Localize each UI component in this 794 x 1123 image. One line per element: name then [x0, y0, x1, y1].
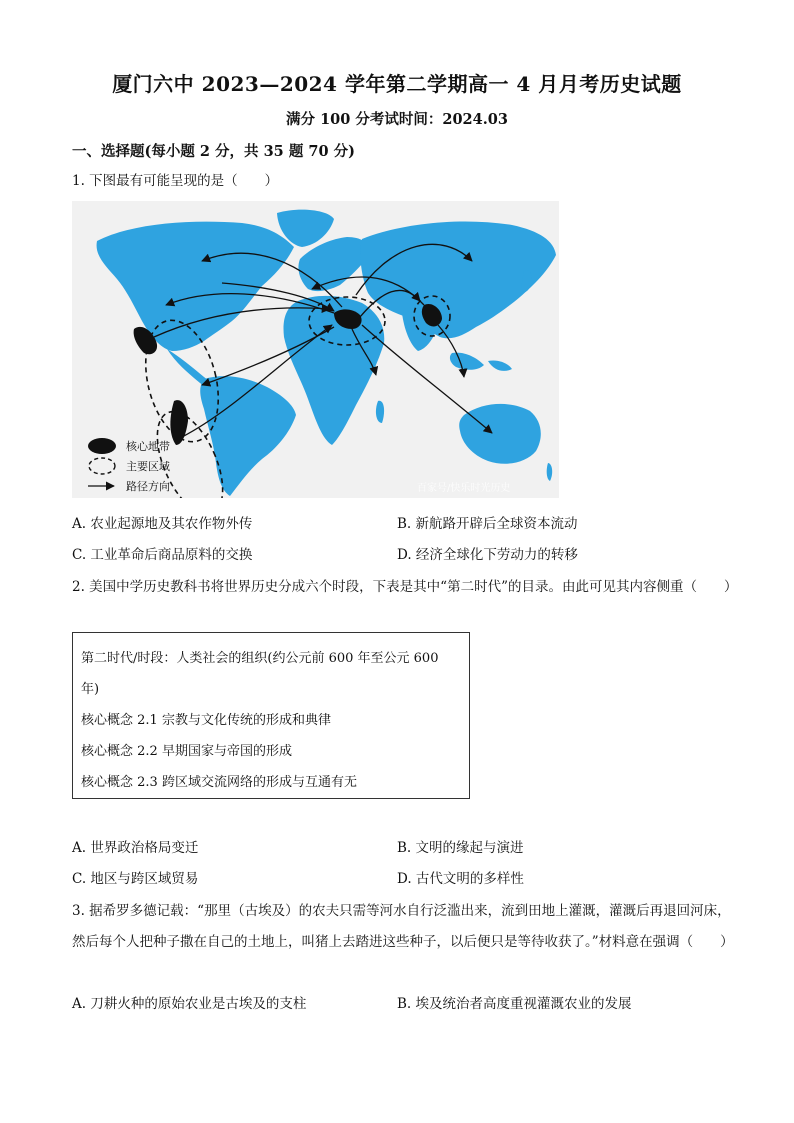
q2-option-a[interactable]: A. 世界政治格局变迁	[72, 840, 199, 856]
toc-line-4: 核心概念 2.2 早期国家与帝国的形成	[81, 744, 292, 759]
q1-option-b[interactable]: B. 新航路开辟后全球资本流动	[397, 516, 578, 532]
table-of-contents-box	[72, 632, 470, 799]
toc-line-3: 核心概念 2.1 宗教与文化传统的形成和典律	[81, 713, 331, 728]
legend-core-label: 核心地带	[126, 440, 170, 453]
q2-option-b[interactable]: B. 文明的缘起与演进	[397, 840, 524, 856]
exam-title: 厦门六中 2023—2024 学年第二学期高一 4 月月考历史试题	[112, 72, 682, 96]
q3-option-b[interactable]: B. 埃及统治者高度重视灌溉农业的发展	[397, 996, 632, 1012]
map-watermark: 百家号/快乐时光历史	[417, 483, 511, 494]
q2-option-c[interactable]: C. 地区与跨区域贸易	[72, 871, 199, 887]
q1-option-a[interactable]: A. 农业起源地及其农作物外传	[72, 516, 253, 532]
legend-area-label: 主要区域	[126, 460, 170, 473]
q1-option-c[interactable]: C. 工业革命后商品原料的交换	[72, 547, 253, 563]
toc-line-5: 核心概念 2.3 跨区域交流网络的形成与互通有无	[81, 775, 357, 790]
legend-core-swatch	[88, 438, 116, 454]
legend-path-label: 路径方向	[126, 480, 170, 493]
toc-line-1: 第二时代/时段：人类社会的组织(约公元前 600 年至公元 600	[81, 651, 439, 666]
q1-option-d[interactable]: D. 经济全球化下劳动力的转移	[397, 547, 578, 563]
section-heading: 一、选择题(每小题 2 分，共 35 题 70 分)	[72, 143, 355, 160]
toc-line-2: 年)	[81, 682, 100, 697]
question-2-stem: 2. 美国中学历史教科书将世界历史分成六个时段，下表是其中“第二时代”的目录。由此可见其内容侧重（ ）	[72, 579, 738, 595]
question-3-stem: 3. 据希罗多德记载：“那里（古埃及）的农夫只需等河水自行泛滥出来，流到田地上灌溉，灌溉后再退回河床，然后每个人把种子撒在自己的土地上，叫猪上去踏进这些种子，以后便只是等待收获了。”材料意在强调（ ）	[72, 903, 734, 950]
exam-subtitle: 满分 100 分考试时间：2024.03	[286, 111, 508, 128]
q2-option-d[interactable]: D. 古代文明的多样性	[397, 871, 524, 887]
question-1-stem: 1. 下图最有可能呈现的是（ ）	[72, 173, 279, 189]
q3-option-a[interactable]: A. 刀耕火种的原始农业是古埃及的支柱	[72, 996, 307, 1012]
world-map-figure	[72, 201, 559, 498]
world-map-svg	[72, 201, 559, 498]
